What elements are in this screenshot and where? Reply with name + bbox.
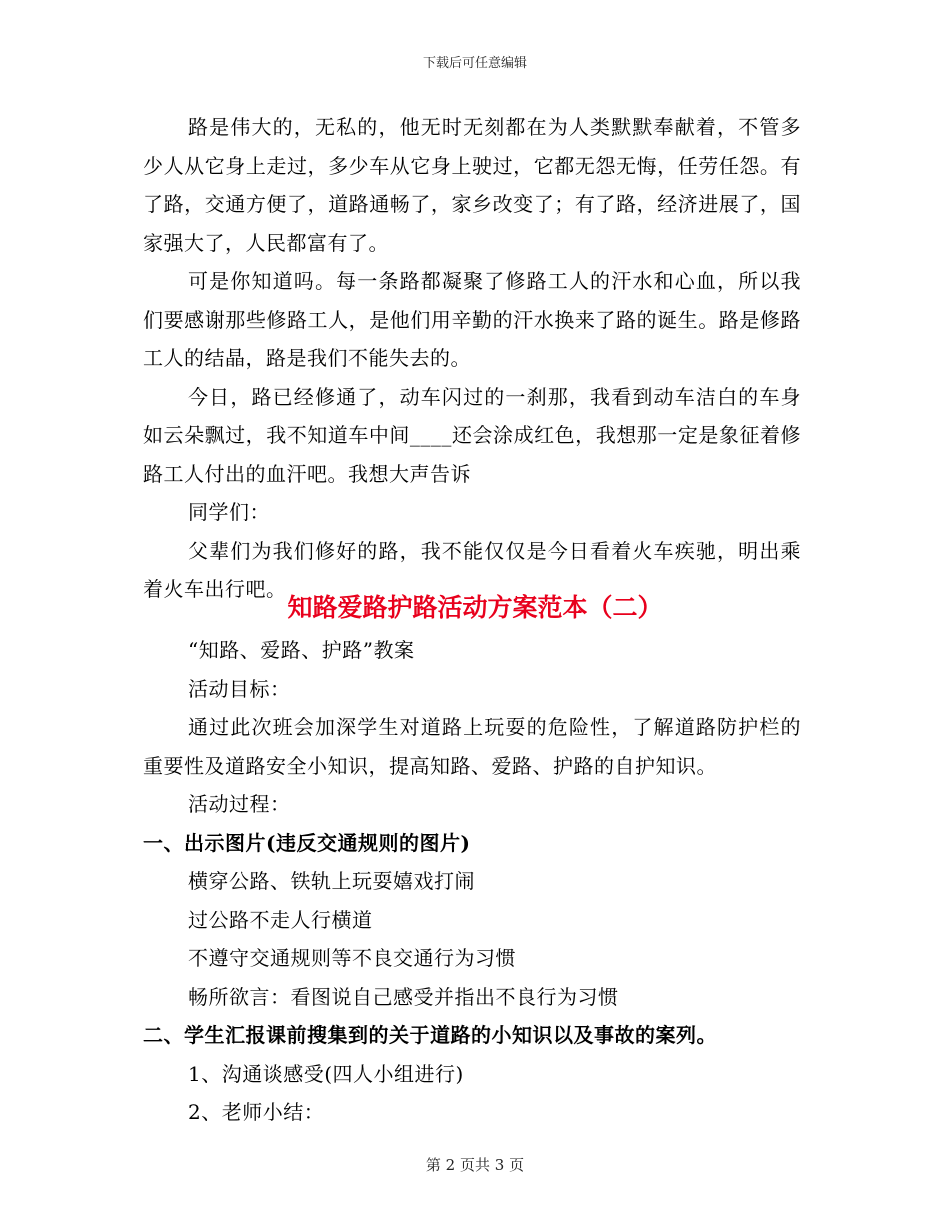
page-header: 下载后可任意编辑 xyxy=(422,56,527,71)
paragraph: 今日，路已经修通了，动车闪过的一刹那，我看到动车洁白的车身如云朵飘过，我不知道车中间____还会涂成红色，我想那一定是象征着修路工人付出的血汗吧。我想大声告诉 xyxy=(143,384,801,486)
section-two xyxy=(143,631,801,1132)
paragraph: 畅所欲言：看图说自己感受并指出不良行为习惯 xyxy=(188,984,619,1009)
paragraph: 路是伟大的，无私的，他无时无刻都在为人类默默奉献着，不管多少人从它身上走过，多少车从它身上驶过，它都无怨无悔，任劳任怨。有了路，交通方便了，道路通畅了，家乡改变了；有了路，经济进展了，国家强大了，人民都富有了。 xyxy=(143,115,801,255)
paragraph: 通过此次班会加深学生对道路上玩耍的危险性，了解道路防护栏的重要性及道路安全小知识，提高知路、爱路、护路的自护知识。 xyxy=(143,715,801,778)
paragraph: 同学们： xyxy=(188,500,270,524)
subheading: 二、学生汇报课前搜集到的关于道路的小知识以及事故的案列。 xyxy=(143,1023,717,1047)
paragraph: 1、沟通谈感受(四人小组进行) xyxy=(188,1061,464,1086)
section-title: 知路爱路护路活动方案范本（二） xyxy=(287,593,663,622)
paragraph: 可是你知道吗。每一条路都凝聚了修路工人的汗水和心血，所以我们要感谢那些修路工人，是他们用辛勤的汗水换来了路的诞生。路是修路工人的结晶，路是我们不能失去的。 xyxy=(143,269,801,370)
section-one xyxy=(143,108,801,609)
paragraph: 活动过程： xyxy=(188,792,291,816)
paragraph: 父辈们为我们修好的路，我不能仅仅是今日看着火车疾驰，明出乘着火车出行吧。 xyxy=(143,538,801,601)
page-footer: 第 2 页共 3 页 xyxy=(425,1156,525,1174)
paragraph: “知路、爱路、护路”教案 xyxy=(188,638,415,662)
paragraph: 不遵守交通规则等不良交通行为习惯 xyxy=(188,946,516,970)
subheading: 一、出示图片(违反交通规则的图片) xyxy=(143,830,471,855)
paragraph: 横穿公路、铁轨上玩耍嬉戏打闹 xyxy=(188,869,475,893)
paragraph: 活动目标： xyxy=(188,676,291,701)
paragraph: 2、老师小结： xyxy=(188,1100,325,1124)
paragraph: 过公路不走人行横道 xyxy=(188,907,373,932)
